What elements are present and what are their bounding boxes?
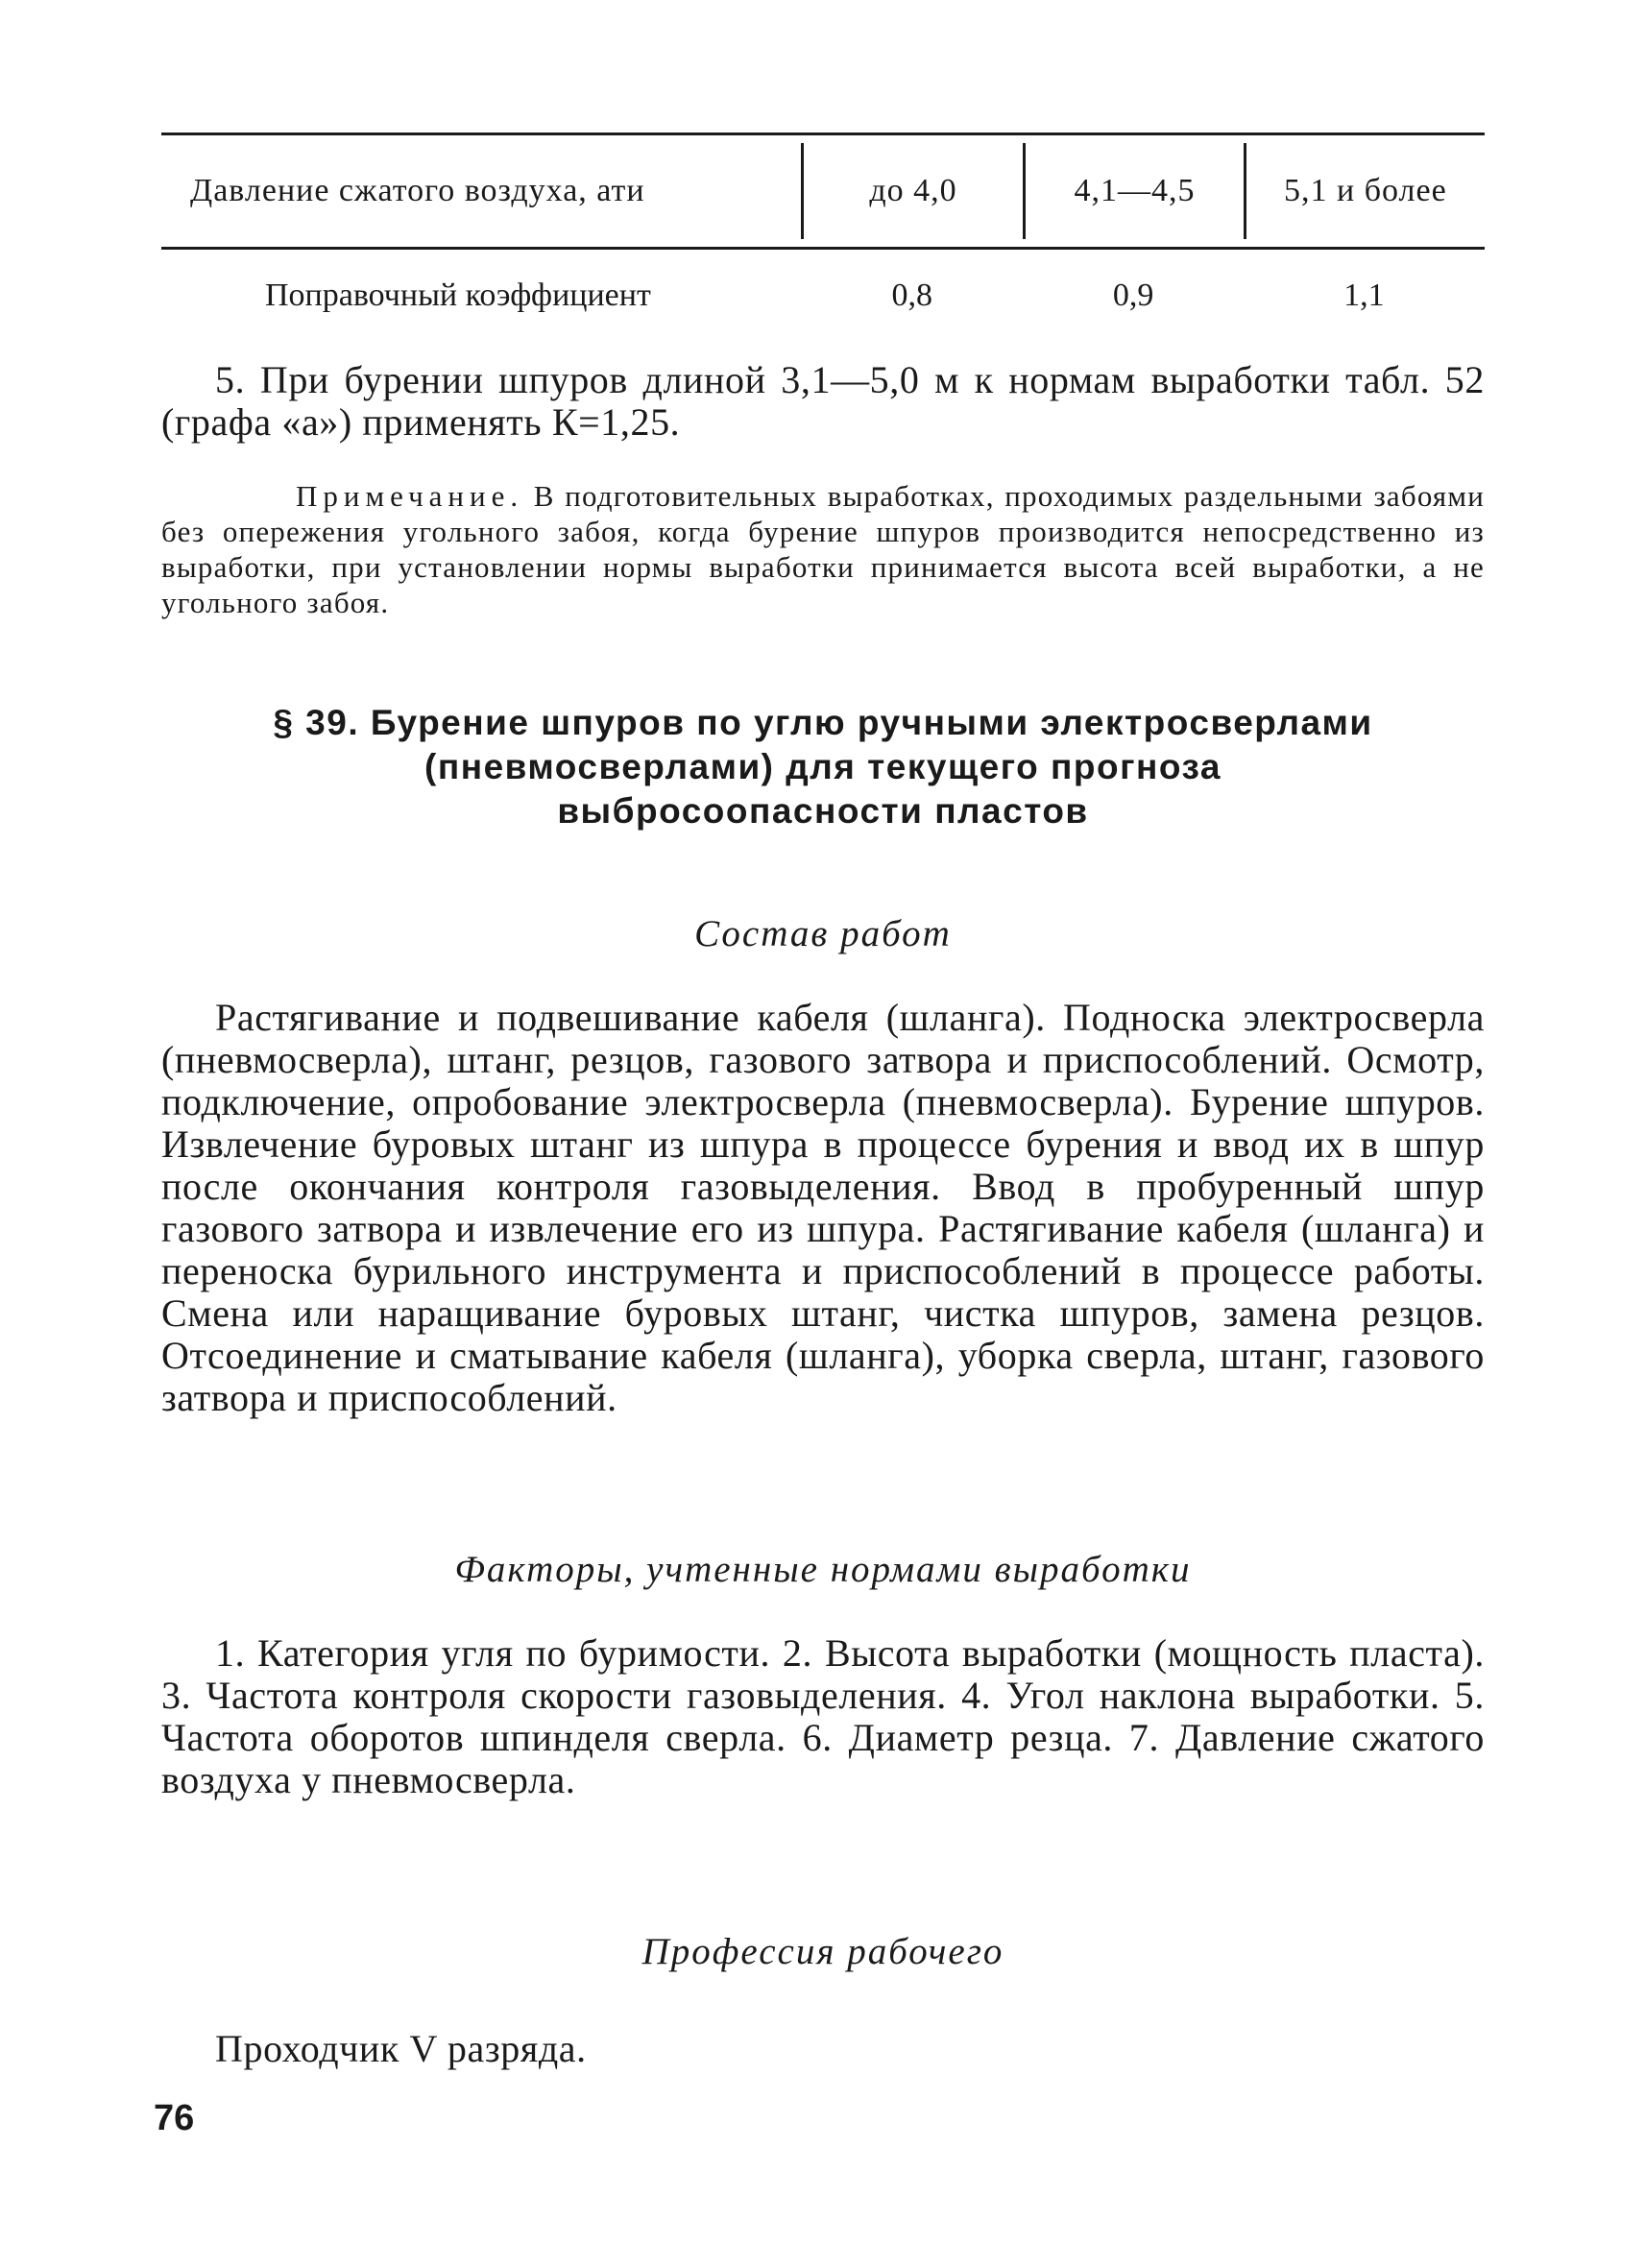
item-5-text: 5. При бурении шпуров длиной 3,1—5,0 м к нормам выработки табл. 52 (графа «а») применять К=1,25.: [161, 358, 1485, 444]
page-number: 76: [154, 2098, 195, 2138]
profession-paragraph: [161, 2028, 1485, 2070]
note-text: В подготовительных выработках, проходимых раздельными забоями без опережения угольного забоя, когда бурение шпуров производится непосредственно из выработки, при установлении нормы выработки принимается высота всей выработки, а не угольного забоя.: [161, 479, 1485, 619]
note-label: Примечание.: [296, 479, 524, 513]
item-5-paragraph: [161, 359, 1485, 444]
table-row: [161, 250, 1485, 342]
factors-text: 1. Категория угля по буримости. 2. Высота выработки (мощность пласта). 3. Частота контроля скорости газовыделения. 4. Угол наклона выработки. 5. Частота оборотов шпинделя сверла. 6. Диаметр резца. 7. Давление сжатого воздуха у пневмосверла.: [161, 1631, 1485, 1801]
section-title-line-3: выбросоопасности пластов: [557, 791, 1089, 831]
profession-heading: Профессия рабочего: [641, 1931, 1004, 1972]
table-cell-col3: 1,1: [1343, 277, 1385, 313]
profession-text: Проходчик V разряда.: [215, 2027, 587, 2070]
table-header-col1: до 4,0: [869, 173, 957, 208]
composition-text: Растягивание и подвешивание кабеля (шланга). Подноска электросверла (пневмосверла), штанг, резцов, газового затвора и приспособлений. Осмотр, подключение, опробование электросверла (пневмосверла). Бурение шпуров. Извлечение буровых штанг из шпура в процессе бурения и ввод их в шпур после окончания контроля газовыделения. Ввод в пробуренный шпур газового затвора и извлечение его из шпура. Растягивание кабеля (шланга) и переноска бурильного инструмента и приспособлений в процессе работы. Смена или наращивание буровых штанг, чистка шпуров, замена резцов. Отсоединение и сматывание кабеля (шланга), уборка сверла, штанг, газового затвора и приспособлений.: [161, 996, 1485, 1419]
section-title-line-1: § 39. Бурение шпуров по углю ручными электросверлами: [273, 703, 1373, 742]
composition-paragraph: [161, 997, 1485, 1419]
table-header-label: Давление сжатого воздуха, ати: [190, 173, 645, 208]
factors-heading: Факторы, учтенные нормами выработки: [454, 1549, 1192, 1590]
table-header-col2: 4,1—4,5: [1074, 173, 1196, 208]
factors-paragraph: [161, 1632, 1485, 1801]
table-cell-col1: 0,8: [891, 277, 932, 313]
table-cell-col2: 0,9: [1112, 277, 1154, 313]
table-header-col3: 5,1 и более: [1284, 173, 1447, 208]
pressure-coefficient-table: [161, 133, 1485, 342]
composition-heading: Состав работ: [694, 913, 952, 954]
section-title-line-2: (пневмосверлами) для текущего прогноза: [424, 747, 1222, 786]
section-title: [161, 701, 1485, 833]
table-header-row: [161, 135, 1485, 247]
note-paragraph: [161, 478, 1485, 620]
table-row-label: Поправочный коэффициент: [265, 277, 651, 313]
